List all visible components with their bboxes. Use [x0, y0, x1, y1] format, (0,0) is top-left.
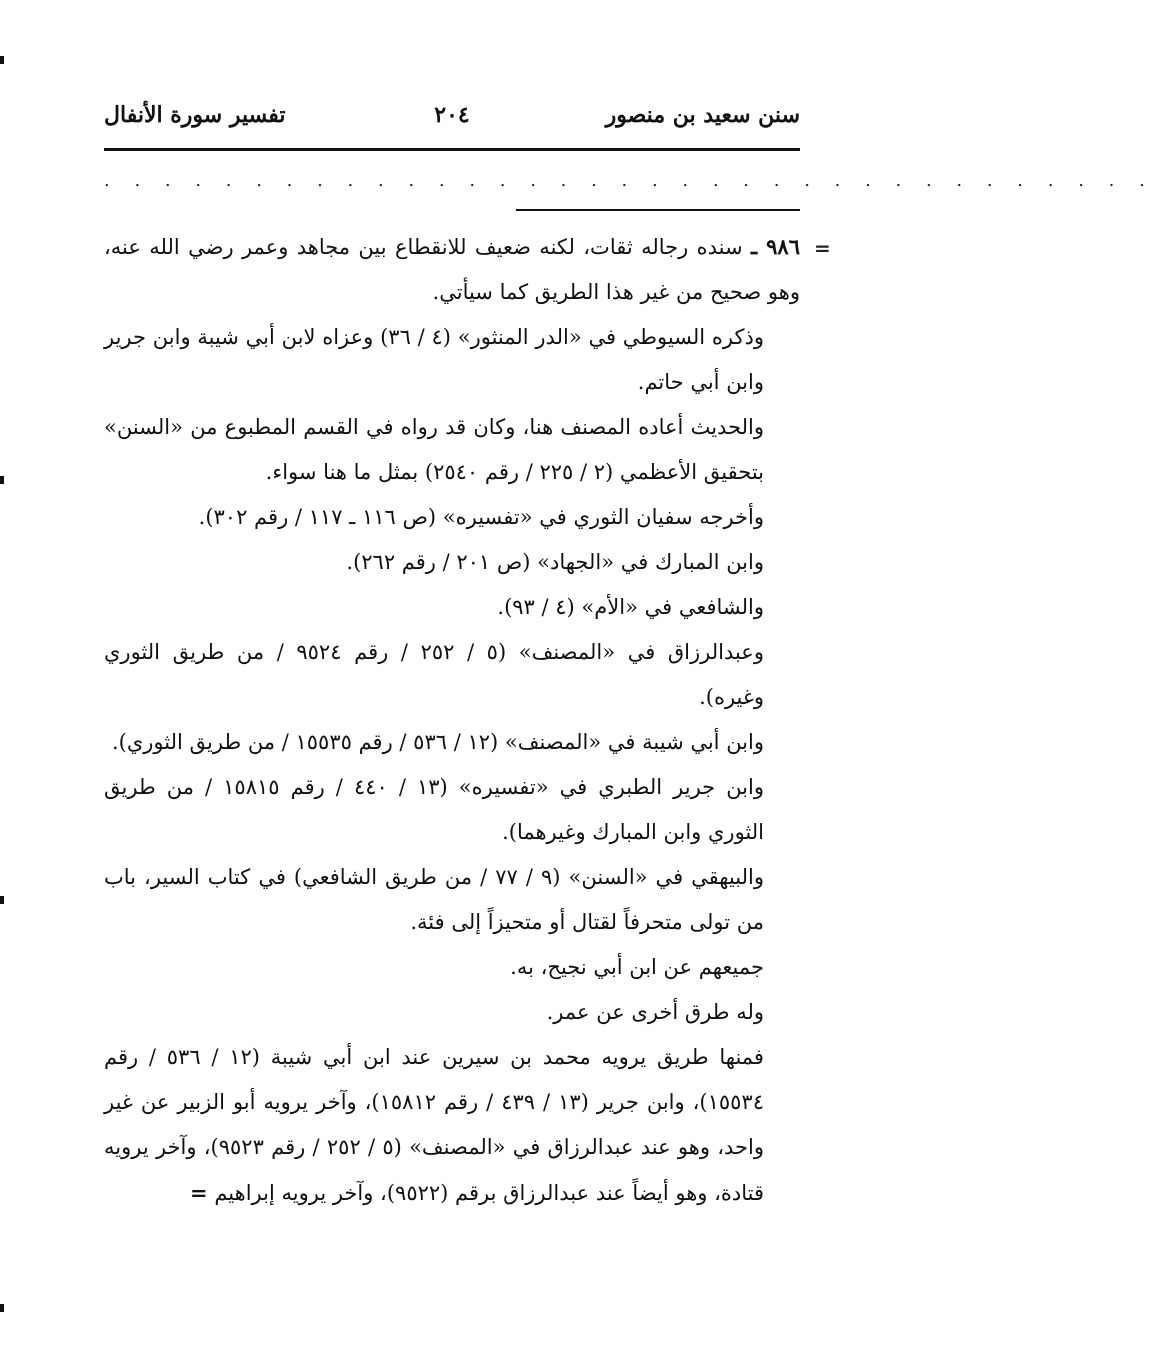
scan-mark [0, 1304, 4, 1312]
entry-number: ٩٨٦ ـ [750, 234, 800, 259]
paragraph: والشافعي في «الأم» (٤ / ٩٣). [497, 595, 764, 619]
book-title: سنن سعيد بن منصور [605, 102, 800, 128]
scan-mark [0, 896, 4, 904]
continuation-mark-right: = [814, 236, 831, 260]
paragraph [104, 1035, 800, 1216]
running-header [104, 96, 800, 136]
paragraph: والبيهقي في «السنن» (٩ / ٧٧ / من طريق الشافعي) في كتاب السير، باب من تولى متحرفاً لقتال أو متحيزاً إلى فئة. [104, 865, 765, 934]
footnote-rule [516, 209, 800, 211]
paragraph: وابن المبارك في «الجهاد» (ص ٢٠١ / رقم ٢٦٢). [346, 550, 764, 574]
section-title: تفسير سورة الأنفال [104, 102, 286, 128]
paragraph [104, 224, 800, 315]
scan-mark [0, 476, 4, 484]
continuation-mark-bottom: = [190, 1180, 208, 1205]
header-rule [104, 148, 800, 151]
separator-dots: . . . . . . . . . . . . . . . . . . . . . . . . . . . . . . . . . . . [104, 170, 1154, 191]
paragraph: جميعهم عن ابن أبي نجيح، به. [510, 955, 764, 979]
paragraph: وعبدالرزاق في «المصنف» (٥ / ٢٥٢ / رقم ٩٥٢٤ / من طريق الثوري وغيره). [104, 640, 764, 709]
paragraph: وذكره السيوطي في «الدر المنثور» (٤ / ٣٦) وعزاه لابن أبي شيبة وابن جرير وابن أبي حاتم. [104, 325, 764, 394]
paragraph: وابن جرير الطبري في «تفسيره» (١٣ / ٤٤٠ / رقم ١٥٨١٥ / من طريق الثوري وابن المبارك وغيرهما). [104, 775, 765, 844]
page-number: ٢٠٤ [434, 102, 470, 128]
paragraph-text: فمنها طريق يرويه محمد بن سيرين عند ابن أبي شيبة (١٢ / ٥٣٦ / رقم ١٥٥٣٤)، وابن جرير (١٣ / ٤٣٩ / رقم ١٥٨١٢)، وآخر يرويه أبو الزبير عن غير واحد، وهو عند عبدالرزاق في «المصنف» (٥ / ٢٥٢ / رقم ٩٥٢٣)، وآخر يرويه قتادة، وهو أيضاً عند عبدالرزاق برقم (٩٥٢٢)، وآخر يرويه إبراهيم [104, 1045, 764, 1205]
paragraph-text: سنده رجاله ثقات، لكنه ضعيف للانقطاع بين مجاهد وعمر رضي الله عنه، وهو صحيح من غير هذا الطريق كما سيأتي. [104, 235, 800, 304]
paragraph: وابن أبي شيبة في «المصنف» (١٢ / ٥٣٦ / رقم ١٥٥٣٥ / من طريق الثوري). [111, 730, 764, 754]
paragraph: وله طرق أخرى عن عمر. [546, 1000, 764, 1024]
footnote-body [104, 224, 800, 1216]
paragraph: وأخرجه سفيان الثوري في «تفسيره» (ص ١١٦ ـ ١١٧ / رقم ٣٠٢). [198, 505, 764, 529]
scan-mark [0, 56, 4, 64]
paragraph: والحديث أعاده المصنف هنا، وكان قد رواه في القسم المطبوع من «السنن» بتحقيق الأعظمي (٢ / ٢٢٥ / رقم ٢٥٤٠) بمثل ما هنا سواء. [104, 415, 764, 484]
